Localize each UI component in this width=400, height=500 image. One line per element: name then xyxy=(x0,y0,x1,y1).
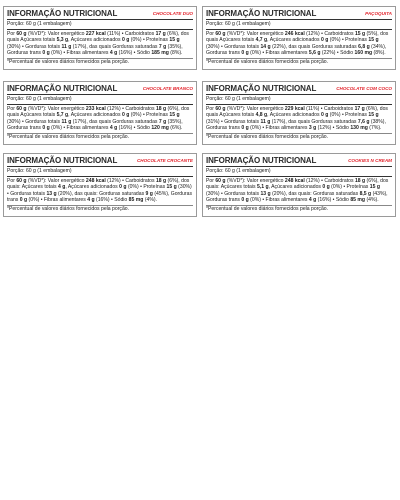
nutrient-amount: 7 g xyxy=(158,43,167,50)
panel-title: INFORMAÇÃO NUTRICIONAL xyxy=(7,9,118,18)
nutrient-amount: 4 g xyxy=(57,184,66,191)
nutrient-amount: 60 g xyxy=(215,177,226,184)
nutrient-text: (12%) • Carboidratos xyxy=(105,177,156,184)
nutrition-panel-chocolate-branco xyxy=(3,81,197,145)
nutrient-amount: 18 g xyxy=(354,177,366,184)
nutrient-text: (0%) • Proteínas xyxy=(328,37,369,44)
nutrient-text: , Açúcares adicionados xyxy=(65,184,120,191)
nutrient-text: (11%) • Carboidratos xyxy=(304,105,355,112)
nutrient-text: (12%) • Carboidratos xyxy=(105,105,156,112)
nutrition-panel-chocolate-com-coco xyxy=(202,81,396,145)
footnote: *Percentual de valores diários fornecidos pela porção. xyxy=(7,58,193,66)
nutrient-amount: 60 g xyxy=(215,105,226,112)
nutrient-amount: 15 g xyxy=(169,37,180,44)
nutrient-text: (22%) • Sódio xyxy=(320,50,355,57)
nutrient-text: (%VD*): Valor energético xyxy=(225,177,285,184)
nutrient-text: (16%) • Sódio xyxy=(94,197,129,204)
nutrient-text: (20%), das quais: Gorduras saturadas xyxy=(270,190,360,197)
nutrient-amount: 11 g xyxy=(61,118,72,125)
nutrient-text: (38%), Gorduras trans xyxy=(206,118,386,132)
flavor-label: CHOCOLATE BRANCO xyxy=(142,86,193,91)
nutrient-text: (30%) • Gorduras totais xyxy=(7,184,192,197)
nutrient-amount: 4 g xyxy=(87,197,95,204)
nutrient-text: (0%) • Fibras alimentares xyxy=(248,197,309,204)
nutrient-text: Por xyxy=(206,177,216,184)
nutrient-amount: 3 g xyxy=(308,125,317,132)
nutrient-text: (4%). xyxy=(365,197,379,204)
nutrient-text: , Açúcares adicionados xyxy=(267,112,321,119)
flavor-label: COOKIES N CREAM xyxy=(348,158,392,163)
nutrient-amount: 14 g xyxy=(260,43,271,50)
nutrient-amount: 13 g xyxy=(46,190,57,197)
nutrient-amount: 11 g xyxy=(260,118,271,125)
footnote: *Percentual de valores diários fornecidos pela porção. xyxy=(206,58,392,66)
flavor-label: CHOCOLATE DUO xyxy=(152,11,193,16)
portion-line: Porção: 60 g (1 embalagem) xyxy=(7,20,193,30)
nutrient-amount: 0 g xyxy=(42,50,50,57)
nutrient-text: , Açúcares adicionados xyxy=(68,37,122,44)
nutrient-text: (0%) • Fibras alimentares xyxy=(49,50,110,57)
nutrient-amount: 15 g xyxy=(368,112,379,119)
nutrient-text: Por xyxy=(206,105,216,112)
nutrient-text: (34%), Gorduras trans xyxy=(206,43,387,57)
footnote: *Percentual de valores diários fornecidos pela porção. xyxy=(7,205,193,213)
nutrition-values xyxy=(7,105,193,132)
nutrient-text: (%VD*): Valor energético xyxy=(26,105,86,112)
nutrient-text: (17%), das quais Gorduras saturadas xyxy=(270,118,358,125)
portion-line: Porção: 60 g (1 embalagem) xyxy=(7,167,193,177)
nutrient-text: (30%) • Gorduras totais xyxy=(7,43,62,50)
nutrient-text: (17%), das quais Gorduras saturadas xyxy=(71,118,159,125)
nutrient-amount: 160 mg xyxy=(354,50,373,57)
nutrient-text: (6%), dos quais: Açúcares totais xyxy=(7,177,190,191)
nutrient-text: (11%) • Carboidratos xyxy=(105,30,156,37)
nutrient-amount: 60 g xyxy=(16,30,27,37)
panel-title: INFORMAÇÃO NUTRICIONAL xyxy=(7,156,118,165)
nutrient-amount: 60 g xyxy=(215,30,226,37)
nutrient-amount: 229 kcal xyxy=(284,105,305,112)
nutrient-text: (%VD*): Valor energético xyxy=(26,30,86,37)
panel-header xyxy=(7,84,193,95)
nutrient-amount: 18 g xyxy=(155,105,167,112)
nutrient-text: (6%). xyxy=(168,125,183,132)
portion-line: Porção: 60 g (1 embalagem) xyxy=(206,20,392,30)
nutrient-amount: 9 g xyxy=(145,190,153,197)
panel-header xyxy=(7,9,193,20)
nutrition-values xyxy=(7,177,193,204)
nutrient-amount: 0 g xyxy=(241,50,249,57)
nutrient-amount: 4 g xyxy=(308,197,317,204)
portion-line: Porção: 60 g (1 embalagem) xyxy=(206,167,392,177)
nutrient-amount: 4,8 g xyxy=(255,112,268,119)
nutrient-text: Por xyxy=(7,30,17,37)
nutrition-panel-cookies-n-cream xyxy=(202,153,396,217)
nutrient-text: (0%) • Proteínas xyxy=(126,184,167,191)
nutrient-text: (0%) • Fibras alimentares xyxy=(248,50,309,57)
nutrient-text: Por xyxy=(206,30,216,37)
nutrient-amount: 248 kcal xyxy=(284,177,305,184)
panel-header xyxy=(7,156,193,167)
nutrient-text: (5%), dos quais Açúcares totais xyxy=(206,30,389,44)
nutrient-text: (30%) • Gorduras totais xyxy=(206,190,261,197)
nutrient-text: (8%). xyxy=(168,50,183,57)
nutrient-text: (7%). xyxy=(367,125,382,132)
nutrient-amount: 0 g xyxy=(241,197,249,204)
panel-header xyxy=(206,156,392,167)
nutrient-text: (12%) • Sódio xyxy=(316,125,351,132)
nutrient-text: (0%) • Proteínas xyxy=(329,184,370,191)
nutrient-amount: 5,7 g xyxy=(56,112,69,119)
nutrient-amount: 85 mg xyxy=(350,197,366,204)
nutrient-text: , Açúcares adicionados xyxy=(68,112,122,119)
nutrient-amount: 0 g xyxy=(42,125,50,132)
nutrient-amount: 13 g xyxy=(260,190,271,197)
nutrient-amount: 85 mg xyxy=(128,197,144,204)
flavor-label: CHOCOLATE CROCANTE xyxy=(136,158,193,163)
nutrient-text: , Açúcares adicionados xyxy=(267,37,321,44)
nutrient-amount: 6,8 g xyxy=(358,43,370,50)
nutrient-text: (0%) • Proteínas xyxy=(129,112,170,119)
nutrient-text: (16%) • Sódio xyxy=(117,125,152,132)
nutrient-amount: 15 g xyxy=(368,37,379,44)
nutrient-text: (43%), Gorduras trans xyxy=(206,190,388,204)
nutrient-amount: 8,5 g xyxy=(359,190,372,197)
nutrient-amount: 227 kcal xyxy=(85,30,106,37)
nutrient-text: (17%), das quais Gorduras saturadas xyxy=(71,43,159,50)
nutrient-text: (30%) • Gorduras totais xyxy=(206,43,261,50)
portion-line: Porção: 60 g (1 embalagem) xyxy=(206,95,392,105)
nutrient-amount: 4 g xyxy=(109,50,118,57)
nutrient-amount: 0 g xyxy=(119,184,127,191)
nutrition-panel-chocolate-crocante xyxy=(3,153,197,217)
nutrient-amount: 15 g xyxy=(166,184,177,191)
nutrient-amount: 17 g xyxy=(354,105,365,112)
nutrient-text: , Açúcares adicionados xyxy=(268,184,323,191)
nutrient-amount: 60 g xyxy=(16,105,27,112)
nutrient-amount: 7,6 g xyxy=(357,118,370,125)
nutrient-amount: 120 mg xyxy=(151,125,169,132)
nutrient-amount: 0 g xyxy=(19,197,28,204)
nutrient-text: (%VD*): Valor energético xyxy=(26,177,86,184)
nutrition-values xyxy=(206,105,392,132)
nutrient-amount: 17 g xyxy=(155,30,166,37)
nutrition-values xyxy=(7,30,193,57)
nutrient-amount: 0 g xyxy=(121,37,130,44)
nutrient-text: (6%), dos quais Açúcares totais xyxy=(7,105,190,119)
nutrient-text: (45%), Gorduras trans xyxy=(7,190,192,204)
nutrient-amount: 0 g xyxy=(121,112,130,119)
nutrient-amount: 7 g xyxy=(158,118,167,125)
nutrient-amount: 130 mg xyxy=(350,125,368,132)
nutrient-amount: 5,3 g xyxy=(56,37,69,44)
nutrient-amount: 0 g xyxy=(320,37,329,44)
nutrient-text: (12%) • Carboidratos xyxy=(304,177,355,184)
nutrient-text: (%VD*): Valor energético xyxy=(225,105,285,112)
nutrient-text: (0%) • Fibras alimentares xyxy=(248,125,309,132)
nutrient-amount: 4 g xyxy=(109,125,118,132)
nutrient-text: (35%), Gorduras trans xyxy=(7,118,183,132)
nutrient-text: (22%), das quais Gorduras saturadas xyxy=(270,43,359,50)
nutrition-panel-pacoquita xyxy=(202,6,396,70)
nutrient-amount: 18 g xyxy=(155,177,167,184)
flavor-label: PAÇOQUITA xyxy=(365,11,392,16)
panel-header xyxy=(206,9,392,20)
footnote: *Percentual de valores diários fornecidos pela porção. xyxy=(7,133,193,141)
nutrient-amount: 0 g xyxy=(241,125,249,132)
panel-title: INFORMAÇÃO NUTRICIONAL xyxy=(206,156,317,165)
nutrient-amount: 0 g xyxy=(320,112,329,119)
nutrient-amount: 15 g xyxy=(369,184,380,191)
panel-title: INFORMAÇÃO NUTRICIONAL xyxy=(7,84,118,93)
nutrient-amount: 233 kcal xyxy=(85,105,106,112)
nutrient-amount: 246 kcal xyxy=(284,30,305,37)
nutrient-text: (6%), dos quais Açúcares totais xyxy=(206,105,388,119)
nutrient-amount: 5,6 g xyxy=(308,50,321,57)
footnote: *Percentual de valores diários fornecidos pela porção. xyxy=(206,133,392,141)
nutrient-text: (%VD*): Valor energético xyxy=(225,30,285,37)
nutrient-amount: 5,1 g xyxy=(256,184,269,191)
nutrient-amount: 60 g xyxy=(16,177,27,184)
nutrient-amount: 15 g xyxy=(169,112,180,119)
nutrient-text: (0%) • Fibras alimentares xyxy=(49,125,110,132)
nutrient-amount: 11 g xyxy=(61,43,72,50)
nutrient-text: (0%) • Proteínas xyxy=(328,112,369,119)
nutrient-amount: 4,7 g xyxy=(255,37,268,44)
nutrient-text: (16%) • Sódio xyxy=(117,50,152,57)
nutrition-values xyxy=(206,30,392,57)
nutrient-text: Por xyxy=(7,177,17,184)
flavor-label: CHOCOLATE COM COCO xyxy=(336,86,392,91)
portion-line: Porção: 60 g (1 embalagem) xyxy=(7,95,193,105)
nutrient-text: (31%) • Gorduras totais xyxy=(206,118,261,125)
nutrient-text: (6%), dos quais Açúcares totais xyxy=(7,30,189,44)
panel-title: INFORMAÇÃO NUTRICIONAL xyxy=(206,9,317,18)
nutrient-amount: 0 g xyxy=(322,184,330,191)
nutrient-amount: 248 kcal xyxy=(85,177,106,184)
nutrient-amount: 185 mg xyxy=(151,50,169,57)
nutrition-panels-grid xyxy=(3,3,397,217)
panel-title: INFORMAÇÃO NUTRICIONAL xyxy=(206,84,317,93)
nutrient-text: (0%) • Proteínas xyxy=(129,37,170,44)
nutrient-text: (0%) • Fibras alimentares xyxy=(27,197,88,204)
panel-header xyxy=(206,84,392,95)
nutrient-text: (12%) • Carboidratos xyxy=(304,30,355,37)
nutrient-amount: 15 g xyxy=(354,30,366,37)
nutrition-values xyxy=(206,177,392,204)
nutrient-text: (20%), das quais: Gorduras saturadas xyxy=(56,190,146,197)
nutrient-text: (8%). xyxy=(372,50,386,57)
nutrient-text: Por xyxy=(7,105,17,112)
nutrient-text: (16%) • Sódio xyxy=(316,197,351,204)
nutrient-text: (30%) • Gorduras totais xyxy=(7,118,62,125)
nutrient-text: (6%), dos quais: Açúcares totais xyxy=(206,177,389,191)
nutrition-panel-chocolate-duo xyxy=(3,6,197,70)
footnote: *Percentual de valores diários fornecidos pela porção. xyxy=(206,205,392,213)
nutrient-text: (4%). xyxy=(143,197,157,204)
nutrient-text: (35%), Gorduras trans xyxy=(7,43,183,57)
